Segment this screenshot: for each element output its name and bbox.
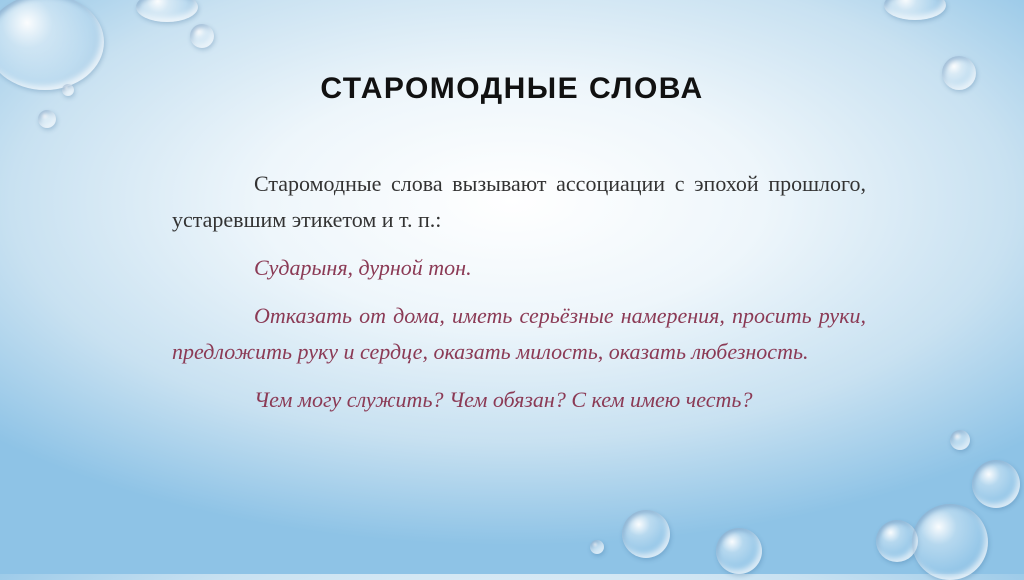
water-drop-decoration xyxy=(716,528,762,574)
water-drop-decoration xyxy=(590,540,604,554)
water-drop-decoration xyxy=(884,0,946,20)
water-drop-decoration xyxy=(190,24,214,48)
example-paragraph: Отказать от дома, иметь серьёзные намерения, просить руки, предложить руку и сердце, оказать милость, оказать любезность. xyxy=(172,303,866,364)
water-drop-decoration xyxy=(38,110,56,128)
slide-title: СТАРОМОДНЫЕ СЛОВА xyxy=(320,72,704,105)
example-paragraph: Сударыня, дурной тон. xyxy=(254,255,472,280)
intro-paragraph: Старомодные слова вызывают ассоциации с эпохой прошлого, устаревшим этикетом и т. п.: xyxy=(172,171,866,232)
water-drop-decoration xyxy=(972,460,1020,508)
example-paragraph: Чем могу служить? Чем обязан? С кем имею честь? xyxy=(254,387,753,412)
water-drop-decoration xyxy=(136,0,198,22)
water-drop-decoration xyxy=(912,504,988,580)
water-drop-decoration xyxy=(950,430,970,450)
slide-body xyxy=(172,166,866,430)
water-drop-decoration xyxy=(622,510,670,558)
